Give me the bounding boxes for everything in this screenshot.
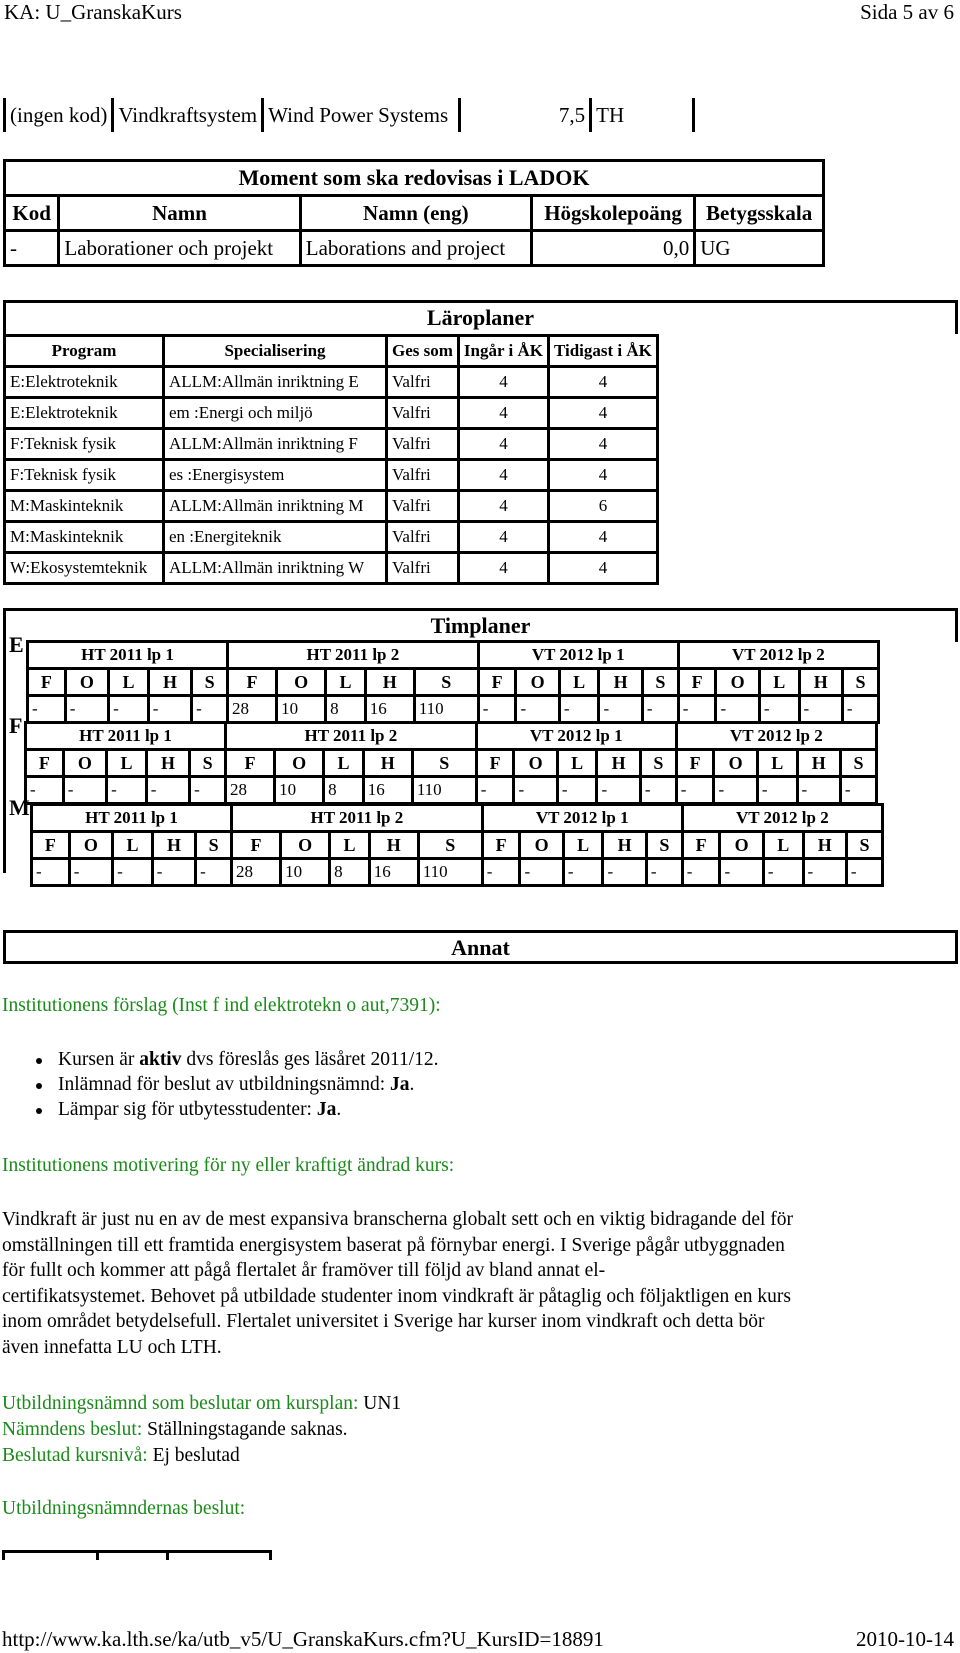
timplan-letter-header: H	[146, 750, 189, 777]
timplan-value: -	[720, 859, 763, 886]
timplan-letter-header: S	[646, 832, 682, 859]
niva-label: Beslutad kursnivå:	[2, 1445, 148, 1466]
timplan-letter-header: F	[476, 750, 514, 777]
timplan-value: -	[797, 777, 840, 804]
timplan-letter-header: H	[365, 669, 414, 696]
footer-url: http://www.ka.lth.se/ka/utb_v5/U_GranskaKurs.cfm?U_KursID=18891	[2, 1627, 604, 1651]
motivering-line: inom området betydelsefull. Flertalet universitet i Sverige har kurser inom vindkraft och detta bör	[2, 1311, 765, 1332]
timplan-period-header: VT 2012 lp 2	[682, 805, 882, 832]
ladok-kod: -	[5, 231, 59, 266]
timplan-value: 28	[232, 859, 281, 886]
laroplan-row	[5, 367, 658, 398]
timplan-letter-header: F	[482, 832, 520, 859]
ladok-title: Moment som ska redovisas i LADOK	[5, 161, 824, 196]
timplan-value: -	[846, 859, 882, 886]
timplan-letter-header: H	[797, 750, 840, 777]
timplan-value: 16	[365, 696, 414, 723]
timplan-period-header: HT 2011 lp 1	[28, 642, 228, 669]
timplan-value: -	[642, 696, 678, 723]
lp-header-tidigast: Tidigast i ÅK	[548, 336, 657, 367]
timplan-letter-header: H	[799, 669, 842, 696]
lp-tidigast: 4	[548, 367, 657, 398]
timplan-letter-header: F	[26, 750, 64, 777]
timplan-value: -	[840, 777, 876, 804]
timplan-letter-header: S	[640, 750, 676, 777]
timplan-value: -	[559, 696, 599, 723]
ladok-header-skala: Betygsskala	[695, 196, 824, 231]
lp-header-ingar: Ingår i ÅK	[458, 336, 548, 367]
course-row-table	[3, 98, 695, 132]
timplan-value: -	[514, 777, 557, 804]
timplan-letter-header: F	[28, 669, 66, 696]
timplan-value: -	[714, 777, 757, 804]
timplan-letter-header: S	[190, 750, 226, 777]
timplan-value: -	[109, 696, 149, 723]
timplan-letter-header: O	[514, 750, 557, 777]
lp-ges-som: Valfri	[387, 522, 459, 553]
forslag-label: Institutionens förslag (Inst f ind elektrotekn o aut,7391):	[2, 995, 441, 1016]
laroplaner-title-box	[3, 300, 958, 334]
timplan-value: -	[476, 777, 514, 804]
timplan-letter-header: O	[275, 750, 324, 777]
timplan-value: 8	[326, 696, 366, 723]
timplan-value: -	[65, 696, 108, 723]
ladok-header-namn-eng: Namn (eng)	[300, 196, 531, 231]
timplan-value: -	[763, 859, 803, 886]
course-credits: 7,5	[460, 98, 591, 132]
timplan-program-code: E	[3, 628, 24, 710]
page-number: Sida 5 av 6	[860, 0, 954, 24]
timplan-letter-header: H	[803, 832, 846, 859]
lp-program: E:Elektroteknik	[5, 367, 164, 398]
timplan-value: -	[196, 859, 232, 886]
timplan-letter-header: H	[363, 750, 412, 777]
course-name-eng: Wind Power Systems	[263, 98, 460, 132]
timplaner-title-box	[3, 608, 958, 642]
timplan-value: -	[192, 696, 228, 723]
timplan-period-header: HT 2011 lp 1	[26, 723, 226, 750]
laroplan-row	[5, 491, 658, 522]
lp-ingar: 4	[458, 398, 548, 429]
beslut-label: Nämndens beslut:	[2, 1419, 143, 1440]
timplan-value: 28	[226, 777, 275, 804]
beslut-row	[2, 1417, 348, 1443]
motivering-label: Institutionens motivering för ny eller kraftigt ändrad kurs:	[2, 1155, 455, 1176]
timplan-letter-header: L	[107, 750, 147, 777]
lp-specialisering: ALLM:Allmän inriktning W	[164, 553, 387, 584]
timplan-letter-header: S	[196, 832, 232, 859]
lp-header-specialisering: Specialisering	[164, 336, 387, 367]
timplan-letter-header: S	[412, 750, 476, 777]
ladok-header-hp: Högskolepoäng	[531, 196, 694, 231]
timplan-value: 8	[324, 777, 364, 804]
timplan-letter-header: H	[599, 669, 642, 696]
timplaner-title: Timplaner	[430, 613, 531, 638]
forslag-item-inlamnad: Inlämnad för beslut av utbildningsnämnd: Ja.	[58, 1072, 439, 1097]
forslag-item-aktiv: Kursen är aktiv dvs föreslås ges läsåret 2011/12.	[58, 1049, 439, 1070]
un-row	[2, 1391, 401, 1417]
lp-specialisering: es :Energisystem	[164, 460, 387, 491]
course-scale: TH	[591, 98, 694, 132]
timplan-letter-header: O	[281, 832, 330, 859]
motivering-line: Vindkraft är just nu en av de mest expansiva branscherna globalt sett och en viktig bidragande del för	[2, 1209, 794, 1230]
forslag-list	[0, 1047, 439, 1122]
timplan-value: -	[69, 859, 112, 886]
lp-tidigast: 4	[548, 460, 657, 491]
timplan-letter-header: L	[757, 750, 797, 777]
motivering-line: även innefatta LU och LTH.	[2, 1336, 222, 1358]
annat-title-box	[3, 930, 958, 964]
lp-ges-som: Valfri	[387, 491, 459, 522]
decision-table-stub-divider	[269, 1550, 272, 1560]
timplan-value: -	[520, 859, 563, 886]
timplan-value: -	[113, 859, 153, 886]
timplan-value: -	[640, 777, 676, 804]
timplan-value: 8	[330, 859, 370, 886]
timplan-value: -	[107, 777, 147, 804]
timplan-letter-header: S	[414, 669, 478, 696]
decision-table-stub-divider	[2, 1550, 5, 1560]
lp-header-ges-som: Ges som	[387, 336, 459, 367]
timplan-letter-header: F	[226, 750, 275, 777]
lp-program: M:Maskinteknik	[5, 491, 164, 522]
niva-row	[2, 1443, 240, 1469]
timplan-value: -	[599, 696, 642, 723]
footer-date: 2010-10-14	[856, 1627, 954, 1651]
timplan-period-header: VT 2012 lp 1	[478, 642, 678, 669]
timplan-letter-header: L	[324, 750, 364, 777]
timplan-value: -	[842, 696, 878, 723]
timplan-value: 110	[418, 859, 482, 886]
timplan-value: -	[757, 777, 797, 804]
lp-ges-som: Valfri	[387, 429, 459, 460]
timplan-letter-header: L	[109, 669, 149, 696]
laroplan-row	[5, 460, 658, 491]
laroplaner-title: Läroplaner	[426, 305, 535, 330]
un-value: UN1	[363, 1393, 402, 1414]
motivering-line: för fullt och kommer att pågå flertalet år framöver till följd av bland annat el-	[2, 1260, 606, 1281]
timplan-value: -	[152, 859, 195, 886]
timplan-period-header: HT 2011 lp 2	[226, 723, 477, 750]
lp-program: E:Elektroteknik	[5, 398, 164, 429]
ladok-header-kod: Kod	[5, 196, 59, 231]
lp-tidigast: 4	[548, 522, 657, 553]
lp-program: M:Maskinteknik	[5, 522, 164, 553]
timplan-letter-header: O	[716, 669, 759, 696]
timplan-letter-header: H	[603, 832, 646, 859]
timplan-letter-header: F	[232, 832, 281, 859]
timplan-letter-header: S	[840, 750, 876, 777]
timplan-letter-header: F	[682, 832, 720, 859]
timplan-value: 10	[277, 696, 326, 723]
timplan-value: 10	[281, 859, 330, 886]
ladok-header-namn: Namn	[59, 196, 300, 231]
lp-ingar: 4	[458, 429, 548, 460]
timplan-value: 110	[412, 777, 476, 804]
lp-ges-som: Valfri	[387, 398, 459, 429]
timplan-letter-header: O	[69, 832, 112, 859]
un-beslut-label: Utbildningsnämndernas beslut:	[2, 1498, 246, 1519]
lp-specialisering: ALLM:Allmän inriktning F	[164, 429, 387, 460]
timplan-letter-header: H	[597, 750, 640, 777]
timplan-letter-header: S	[842, 669, 878, 696]
timplan-value: -	[646, 859, 682, 886]
lp-ingar: 4	[458, 367, 548, 398]
timplan-letter-header: F	[478, 669, 516, 696]
timplan-table	[24, 721, 878, 805]
timplan-period-header: VT 2012 lp 2	[676, 723, 876, 750]
laroplaner-table	[3, 334, 659, 585]
timplan-value: -	[26, 777, 64, 804]
lp-tidigast: 4	[548, 553, 657, 584]
laroplan-row	[5, 522, 658, 553]
timplan-letter-header: S	[418, 832, 482, 859]
course-code: (ingen kod)	[5, 98, 113, 132]
timplan-letter-header: S	[846, 832, 882, 859]
timplan-value: -	[682, 859, 720, 886]
timplan-table	[26, 640, 880, 724]
timplan-table	[30, 803, 884, 887]
ladok-namn-eng: Laborations and project	[300, 231, 531, 266]
timplan-letter-header: O	[65, 669, 108, 696]
timplan-letter-header: H	[148, 669, 191, 696]
lp-program: F:Teknisk fysik	[5, 429, 164, 460]
ladok-skala: UG	[695, 231, 824, 266]
timplan-letter-header: S	[192, 669, 228, 696]
timplan-letter-header: L	[557, 750, 597, 777]
lp-ingar: 4	[458, 553, 548, 584]
timplan-value: -	[603, 859, 646, 886]
page-header-title: KA: U_GranskaKurs	[4, 0, 182, 24]
lp-tidigast: 4	[548, 429, 657, 460]
annat-title: Annat	[451, 935, 510, 960]
timplan-value: 110	[414, 696, 478, 723]
lp-program: W:Ekosystemteknik	[5, 553, 164, 584]
timplan-letter-header: L	[559, 669, 599, 696]
timplan-period-header: VT 2012 lp 1	[482, 805, 682, 832]
decision-table-stub-divider	[96, 1550, 99, 1560]
timplan-program-code: M	[3, 791, 30, 873]
niva-value: Ej beslutad	[152, 1445, 240, 1466]
lp-ingar: 4	[458, 460, 548, 491]
decision-table-stub	[2, 1550, 272, 1553]
timplan-letter-header: O	[516, 669, 559, 696]
timplan-value: -	[597, 777, 640, 804]
timplan-letter-header: H	[369, 832, 418, 859]
timplan-value: -	[32, 859, 70, 886]
timplan-letter-header: L	[326, 669, 366, 696]
decision-table-stub-divider	[166, 1550, 169, 1560]
timplan-value: -	[716, 696, 759, 723]
timplan-letter-header: F	[678, 669, 716, 696]
motivering-line: omställningen till ett framtida energisystem baserat på förnybar energi. I Sverige pågår utbyggnaden	[2, 1234, 785, 1256]
lp-tidigast: 4	[548, 398, 657, 429]
laroplan-row	[5, 429, 658, 460]
lp-ingar: 4	[458, 522, 548, 553]
timplan-value: -	[478, 696, 516, 723]
timplan-value: -	[516, 696, 559, 723]
timplan-letter-header: L	[759, 669, 799, 696]
timplan-value: -	[146, 777, 189, 804]
timplan-value: -	[148, 696, 191, 723]
motivering-line: certifikatsystemet. Behovet på utbildade studenter inom vindkraft är påtaglig och följaktligen en kurs	[2, 1285, 791, 1307]
timplan-value: -	[190, 777, 226, 804]
lp-ingar: 4	[458, 491, 548, 522]
lp-tidigast: 6	[548, 491, 657, 522]
ladok-table	[3, 159, 825, 267]
timplan-value: -	[28, 696, 66, 723]
timplan-letter-header: F	[676, 750, 714, 777]
forslag-item-utbyte: Lämpar sig för utbytesstudenter: Ja.	[58, 1097, 439, 1122]
motivering-text	[2, 1207, 960, 1360]
lp-header-program: Program	[5, 336, 164, 367]
timplan-value: -	[678, 696, 716, 723]
timplan-letter-header: F	[32, 832, 70, 859]
timplan-period-header: HT 2011 lp 1	[32, 805, 232, 832]
lp-program: F:Teknisk fysik	[5, 460, 164, 491]
timplan-letter-header: L	[763, 832, 803, 859]
timplan-period-header: HT 2011 lp 2	[232, 805, 483, 832]
timplan-value: -	[803, 859, 846, 886]
ladok-namn: Laborationer och projekt	[59, 231, 300, 266]
timplan-letter-header: O	[277, 669, 326, 696]
timplan-value: -	[557, 777, 597, 804]
laroplan-row	[5, 398, 658, 429]
laroplan-row	[5, 553, 658, 584]
timplan-period-header: VT 2012 lp 1	[476, 723, 676, 750]
timplan-letter-header: O	[720, 832, 763, 859]
lp-ges-som: Valfri	[387, 553, 459, 584]
course-name: Vindkraftsystem	[113, 98, 263, 132]
lp-specialisering: en :Energiteknik	[164, 522, 387, 553]
timplan-letter-header: S	[642, 669, 678, 696]
timplan-letter-header: F	[228, 669, 277, 696]
timplan-period-header: VT 2012 lp 2	[678, 642, 878, 669]
timplan-value: 16	[369, 859, 418, 886]
timplan-value: 28	[228, 696, 277, 723]
un-label: Utbildningsnämnd som beslutar om kursplan:	[2, 1393, 359, 1414]
timplan-program-code: F	[3, 709, 22, 791]
timplan-value: -	[63, 777, 106, 804]
timplan-value: -	[563, 859, 603, 886]
timplan-value: -	[676, 777, 714, 804]
timplan-value: -	[482, 859, 520, 886]
timplan-letter-header: O	[63, 750, 106, 777]
lp-specialisering: ALLM:Allmän inriktning M	[164, 491, 387, 522]
lp-ges-som: Valfri	[387, 367, 459, 398]
timplan-value: 10	[275, 777, 324, 804]
timplan-letter-header: H	[152, 832, 195, 859]
beslut-value: Ställningstagande saknas.	[147, 1419, 348, 1440]
timplan-letter-header: L	[563, 832, 603, 859]
timplan-value: -	[759, 696, 799, 723]
lp-ges-som: Valfri	[387, 460, 459, 491]
ladok-hp: 0,0	[531, 231, 694, 266]
lp-specialisering: em :Energi och miljö	[164, 398, 387, 429]
timplan-period-header: HT 2011 lp 2	[228, 642, 479, 669]
timplan-value: 16	[363, 777, 412, 804]
timplan-letter-header: L	[113, 832, 153, 859]
timplan-letter-header: O	[520, 832, 563, 859]
timplan-value: -	[799, 696, 842, 723]
timplan-letter-header: O	[714, 750, 757, 777]
lp-specialisering: ALLM:Allmän inriktning E	[164, 367, 387, 398]
timplan-letter-header: L	[330, 832, 370, 859]
